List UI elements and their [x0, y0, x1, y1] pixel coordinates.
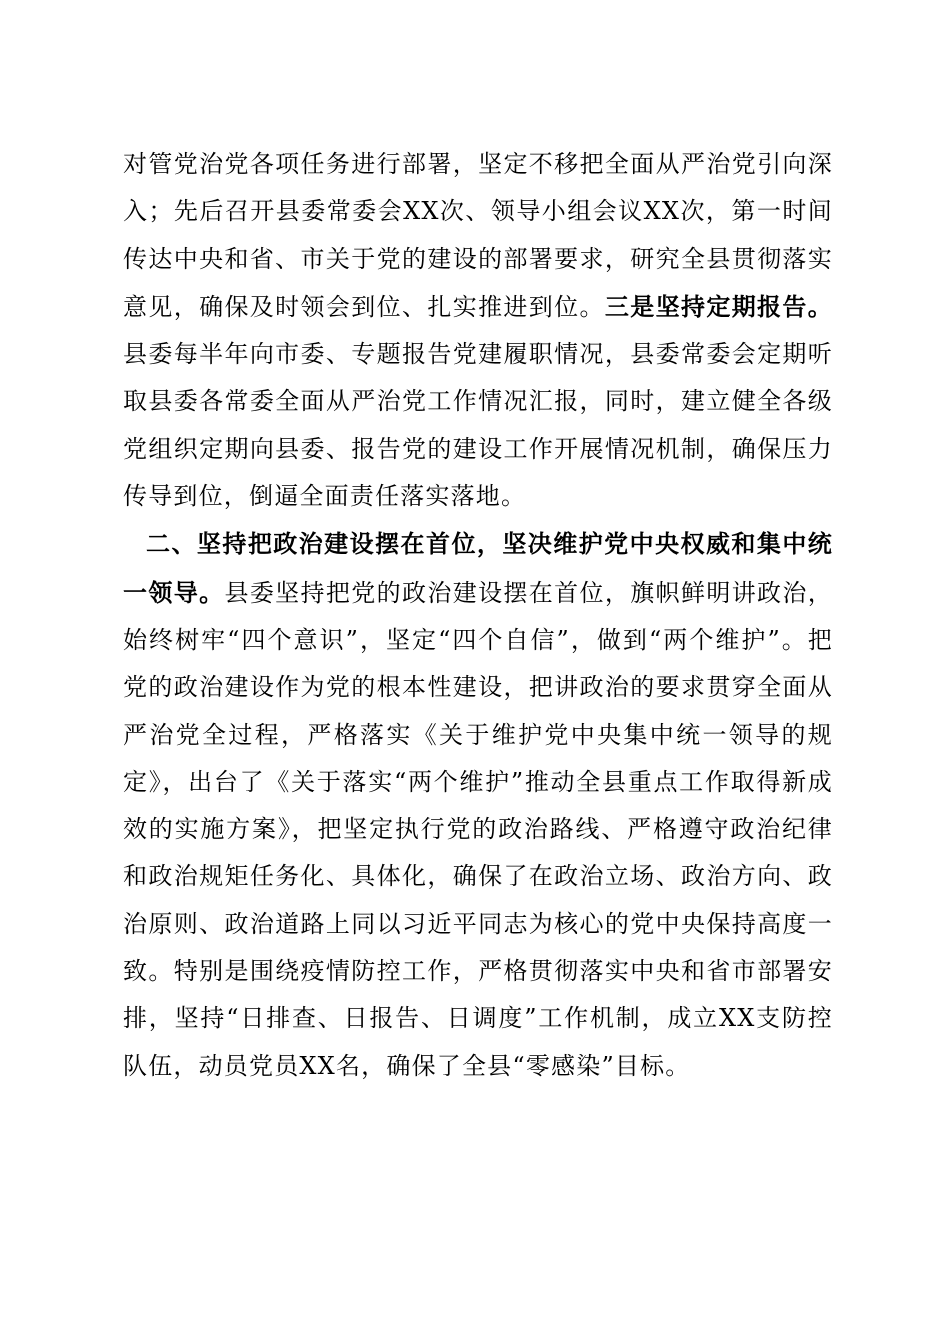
paragraph-political-construction [123, 520, 833, 1090]
document-body [123, 141, 833, 1090]
paragraph-text: 县委每半年向市委、专题报告党建履职情况，县委常委会定期听取县委各常委全面从严治党工作情况汇报，同时，建立健全各级党组织定期向县委、报告党的建设工作开展情况机制，确保压力传导到位，倒逼全面责任落实落地。 [123, 340, 833, 511]
paragraph-text: 对管党治党各项任务进行部署，坚定不移把全面从严治党引向深入；先后召开县委常委会XX次、领导小组会议XX次，第一时间传达中央和省、市关于党的建设的部署要求，研究全县贯彻落实意见，确保及时领会到位、扎实推进到位。 [123, 150, 833, 321]
paragraph-text: 县委坚持把党的政治建设摆在首位，旗帜鲜明讲政治，始终树牢“四个意识”，坚定“四个自信”，做到“两个维护”。把党的政治建设作为党的根本性建设，把讲政治的要求贯穿全面从严治党全过程，严格落实《关于维护党中央集中统一领导的规定》，出台了《关于落实“两个维护”推动全县重点工作取得新成效的实施方案》，把坚定执行党的政治路线、严格遵守政治纪律和政治规矩任务化、具体化，确保了在政治立场、政治方向、政治原则、政治道路上同以习近平同志为核心的党中央保持高度一致。特别是围绕疫情防控工作，严格贯彻落实中央和省市部署安排，坚持“日排查、日报告、日调度”工作机制，成立XX支防控队伍，动员党员XX名，确保了全县“零感染”目标。 [123, 578, 833, 1080]
bold-heading-regular-reporting: 三是坚持定期报告。 [604, 291, 833, 321]
section-heading-political-construction: 二、坚持把政治建设摆在首位，坚决维护党中央权威和集中统一领导。 [123, 529, 833, 607]
paragraph-party-governance-deployment [123, 141, 833, 520]
